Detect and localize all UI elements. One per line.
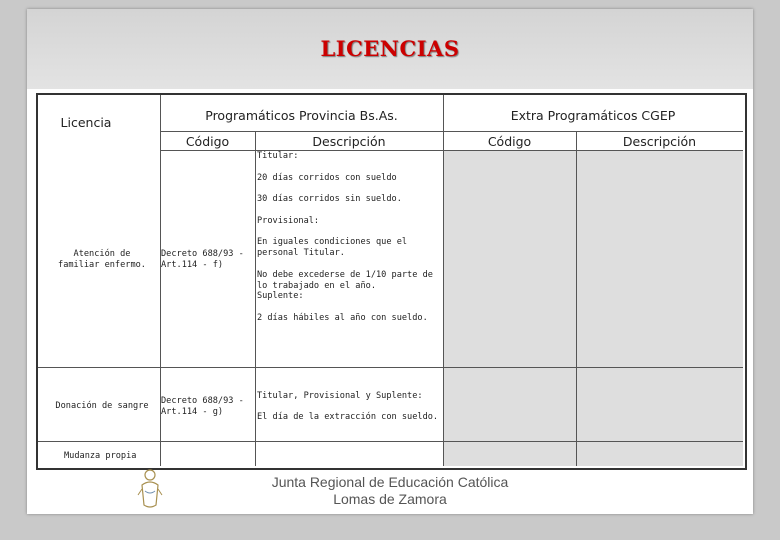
footer-line2: Lomas de Zamora — [333, 491, 447, 507]
extra-descripcion-row2 — [577, 368, 743, 441]
header-extra-programaticos: Extra Programáticos CGEP — [510, 108, 676, 123]
extra-codigo-row2 — [444, 368, 576, 441]
header-descripcion: Descripción — [312, 134, 386, 149]
footer — [240, 474, 540, 508]
header-codigo-extra: Código — [487, 134, 532, 149]
footer-line1: Junta Regional de Educación Católica — [271, 474, 509, 490]
row1-desc-provisional: Provisional: — [257, 216, 320, 226]
row1-licencia: Atención de familiar enfermo. — [58, 249, 146, 270]
grid-line — [160, 150, 743, 151]
header-codigo: Código — [185, 134, 230, 149]
row2-codigo: Decreto 688/93 - Art.114 - g) — [161, 396, 244, 417]
header-programaticos: Programáticos Provincia Bs.As. — [205, 108, 398, 123]
header-licencia: Licencia — [60, 115, 112, 130]
licencias-table — [36, 93, 747, 470]
row3-licencia: Mudanza propia — [64, 451, 137, 461]
page-title: LICENCIAS — [320, 36, 460, 61]
row1-desc-30dias: 30 días corridos sin sueldo. — [257, 194, 402, 204]
extra-codigo-row3 — [444, 442, 576, 466]
row1-desc-iguales: En iguales condiciones que el personal Titular. — [257, 237, 408, 258]
row2-desc-titular: Titular, Provisional y Suplente: — [257, 391, 423, 401]
grid-line — [255, 131, 256, 466]
row1-desc-no-debe: No debe excederse de 1/10 parte de lo trabajado en el año. — [257, 270, 433, 291]
row1-desc-titular: Titular: — [257, 151, 299, 161]
school-logo — [134, 465, 166, 511]
grid-line — [38, 441, 743, 442]
extra-codigo-row1 — [444, 151, 576, 367]
extra-descripcion-row1 — [577, 151, 743, 367]
row2-licencia: Donación de sangre — [55, 401, 149, 411]
grid-line — [38, 367, 743, 368]
extra-descripcion-row3 — [577, 442, 743, 466]
row2-desc-dia: El día de la extracción con sueldo. — [257, 412, 439, 422]
row1-codigo: Decreto 688/93 - Art.114 - f) — [161, 249, 244, 270]
row1-desc-suplente: Suplente: — [257, 291, 304, 301]
header-descripcion-extra: Descripción — [622, 134, 697, 149]
grid-line — [160, 131, 743, 132]
row1-desc-2dias: 2 días hábiles al año con sueldo. — [257, 313, 428, 323]
grid-line — [576, 131, 577, 466]
row1-desc-20dias: 20 días corridos con sueldo — [257, 173, 397, 183]
